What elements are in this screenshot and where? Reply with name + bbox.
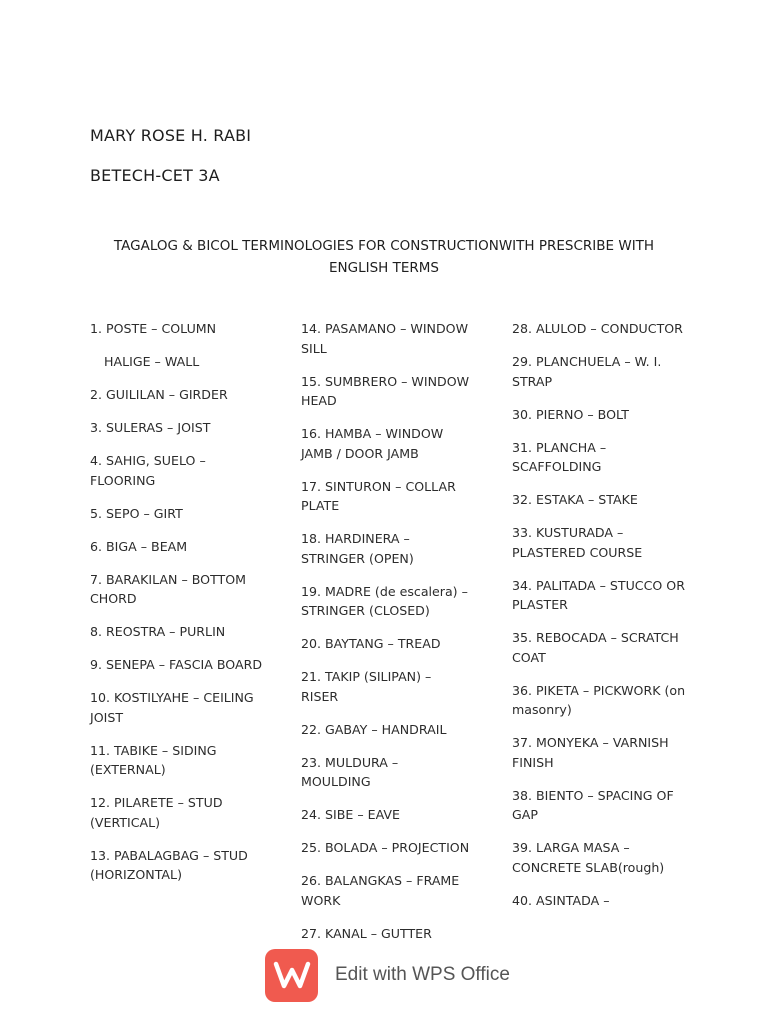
term-item: 38. BIENTO – SPACING OF GAP [512,787,674,822]
term-item: 23. MULDURA – MOULDING [301,754,399,789]
term-item: 22. GABAY – HANDRAIL [301,721,447,737]
term-item: 4. SAHIG, SUELO – FLOORING [90,453,206,488]
term-item: 36. PIKETA – PICKWORK (on masonry) [512,682,686,717]
term-item: 2. GUILILAN – GIRDER [90,387,228,402]
term-item: 17. SINTURON – COLLAR PLATE [301,478,456,513]
term-item: 30. PIERNO – BOLT [512,406,629,422]
term-item: 3. SULERAS – JOIST [90,420,211,435]
term-item: 40. ASINTADA – [512,892,610,908]
term-item: 15. SUMBRERO – WINDOW HEAD [301,373,470,408]
document-title: TAGALOG & BICOL TERMINOLOGIES FOR CONSTRUCTIONWITH PRESCRIBE WITH ENGLISH TERMS [113,238,655,276]
term-item: 7. BARAKILAN – BOTTOM CHORD [90,571,247,606]
term-item: 39. LARGA MASA – CONCRETE SLAB(rough) [512,840,665,875]
term-item: 6. BIGA – BEAM [90,538,188,554]
term-item: 16. HAMBA – WINDOW JAMB / DOOR JAMB [301,426,444,461]
term-column-2 [301,319,471,957]
wps-logo-icon [265,949,318,1002]
term-item: 24. SIBE – EAVE [301,807,400,822]
term-item: 8. REOSTRA – PURLIN [90,624,226,639]
author-name: MARY ROSE H. RABI [90,126,252,145]
course-section: BETECH-CET 3A [90,166,220,185]
term-item: 20. BAYTANG – TREAD [301,636,441,651]
term-item: 29. PLANCHUELA – W. I. STRAP [512,354,662,389]
term-item: 12. PILARETE – STUD (VERTICAL) [90,795,223,830]
term-column-3 [512,319,687,924]
term-item: 5. SEPO – GIRT [90,505,183,521]
term-item: 1. POSTE – COLUMN [90,321,217,336]
term-item: 9. SENEPA – FASCIA BOARD [90,657,263,672]
term-item: 28. ALULOD – CONDUCTOR [512,321,683,336]
term-item: 11. TABIKE – SIDING (EXTERNAL) [90,742,217,777]
term-item: 35. REBOCADA – SCRATCH COAT [512,630,679,665]
term-item: 27. KANAL – GUTTER [301,925,432,941]
wps-label: Edit with WPS Office [335,964,510,985]
term-column-1 [90,319,275,898]
term-item: 21. TAKIP (SILIPAN) – RISER [301,669,432,704]
term-item: 37. MONYEKA – VARNISH FINISH [512,735,669,770]
term-item: 26. BALANGKAS – FRAME WORK [301,873,460,908]
term-item: HALIGE – WALL [104,354,200,369]
term-item: 19. MADRE (de escalera) – STRINGER (CLOSED) [301,583,468,618]
term-item: 33. KUSTURADA – PLASTERED COURSE [512,525,643,560]
term-item: 31. PLANCHA – SCAFFOLDING [512,439,607,474]
term-item: 13. PABALAGBAG – STUD (HORIZONTAL) [90,847,248,882]
edit-with-wps-button[interactable] [265,947,510,1003]
term-item: 25. BOLADA – PROJECTION [301,840,470,855]
term-item: 18. HARDINERA – STRINGER (OPEN) [301,531,414,566]
term-item: 34. PALITADA – STUCCO OR PLASTER [512,577,685,612]
term-item: 32. ESTAKA – STAKE [512,492,638,507]
term-item: 10. KOSTILYAHE – CEILING JOIST [90,690,254,725]
term-item: 14. PASAMANO – WINDOW SILL [301,321,469,356]
